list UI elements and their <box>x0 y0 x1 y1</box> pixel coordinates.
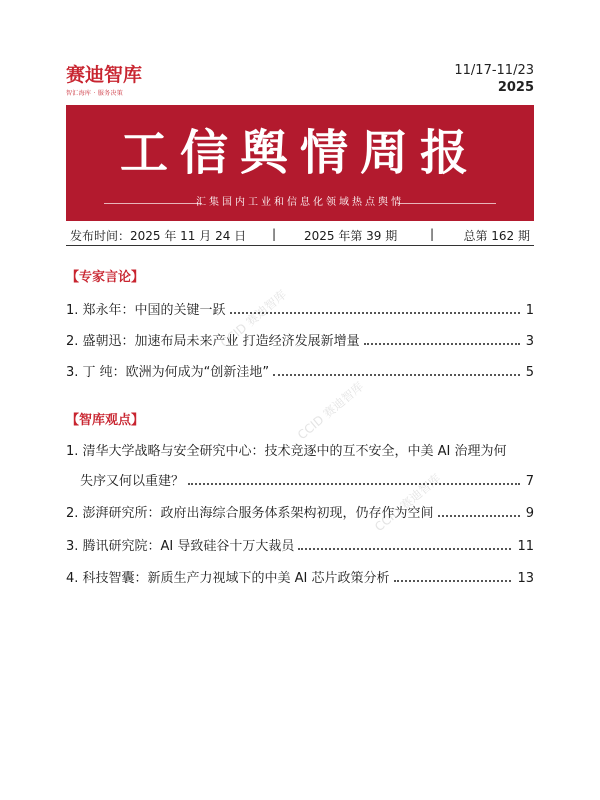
section-heading-expert: 【专家言论】 <box>66 270 145 285</box>
separator: | <box>272 227 277 241</box>
separator: | <box>430 227 435 241</box>
toc-item-title: 2. 澎湃研究所：政府出海综合服务体系架构初现，仍存作为空间 <box>66 506 434 521</box>
logo <box>66 64 176 97</box>
toc-item-page: 13 <box>517 571 534 586</box>
toc-item-line2[interactable] <box>80 469 534 489</box>
toc-item-page: 7 <box>525 474 534 489</box>
toc-item-title: 4. 科技智囊：新质生产力视域下的中美 AI 芯片政策分析 <box>66 571 390 586</box>
toc-item-title: 3. 丁 纯：欧洲为何成为“创新洼地” <box>66 365 270 380</box>
toc-leader-dots <box>188 483 520 485</box>
toc-item-title-continued: 失序又何以重建？ <box>80 474 185 489</box>
logo-tagline: 智汇海库 · 服务决策 <box>66 90 124 97</box>
section-heading-thinktank: 【智库观点】 <box>66 413 145 428</box>
toc-leader-dots <box>364 343 520 345</box>
publication-info-bar <box>66 227 534 246</box>
toc-item-title: 1. 清华大学战略与安全研究中心：技术竞逐中的互不安全，中美 AI 治理为何 <box>66 444 507 459</box>
watermark-text: CCID 赛迪智库 <box>217 286 289 350</box>
toc-item-title: 3. 腾讯研究院：AI 导致硅谷十万大裁员 <box>66 539 295 554</box>
date-range: 11/17-11/23 <box>454 63 534 78</box>
toc-item-page: 1 <box>525 303 534 318</box>
toc-leader-dots <box>298 548 511 550</box>
watermark <box>115 189 546 632</box>
toc-leader-dots <box>230 312 520 314</box>
toc-leader-dots <box>438 515 520 517</box>
banner-subtitle: 汇集国内工业和信息化领域热点舆情 <box>196 197 404 208</box>
total-issue-number: 总第 162 期 <box>463 229 530 243</box>
title-banner <box>66 105 534 221</box>
toc-item[interactable] <box>66 360 534 380</box>
toc-item[interactable] <box>66 566 534 586</box>
banner-title: 工信舆情周报 <box>119 125 480 181</box>
toc-item-title: 1. 郑永年：中国的关键一跃 <box>66 303 226 318</box>
issue-number: 2025 年第 39 期 <box>304 229 398 243</box>
watermark-text: CCID 赛迪智库 <box>294 378 366 442</box>
logo-name: 赛迪智库 <box>66 64 143 86</box>
watermark-text: CCID 赛迪智库 <box>371 470 444 534</box>
year: 2025 <box>497 80 534 95</box>
toc-item-line1[interactable] <box>66 439 534 459</box>
toc-item-page: 5 <box>525 365 534 380</box>
toc-item[interactable] <box>66 501 534 521</box>
toc-item[interactable] <box>66 298 534 318</box>
publish-date: 发布时间：2025 年 11 月 24 日 <box>70 229 247 243</box>
toc-item-page: 3 <box>525 334 534 349</box>
toc-item-page: 11 <box>517 539 534 554</box>
toc-leader-dots <box>273 374 520 376</box>
toc-item-title: 2. 盛朝迅：加速布局未来产业 打造经济发展新增量 <box>66 334 360 349</box>
toc-leader-dots <box>394 580 512 582</box>
toc-item[interactable] <box>66 329 534 349</box>
toc-item[interactable] <box>66 534 534 554</box>
toc-item-page: 9 <box>525 506 534 521</box>
